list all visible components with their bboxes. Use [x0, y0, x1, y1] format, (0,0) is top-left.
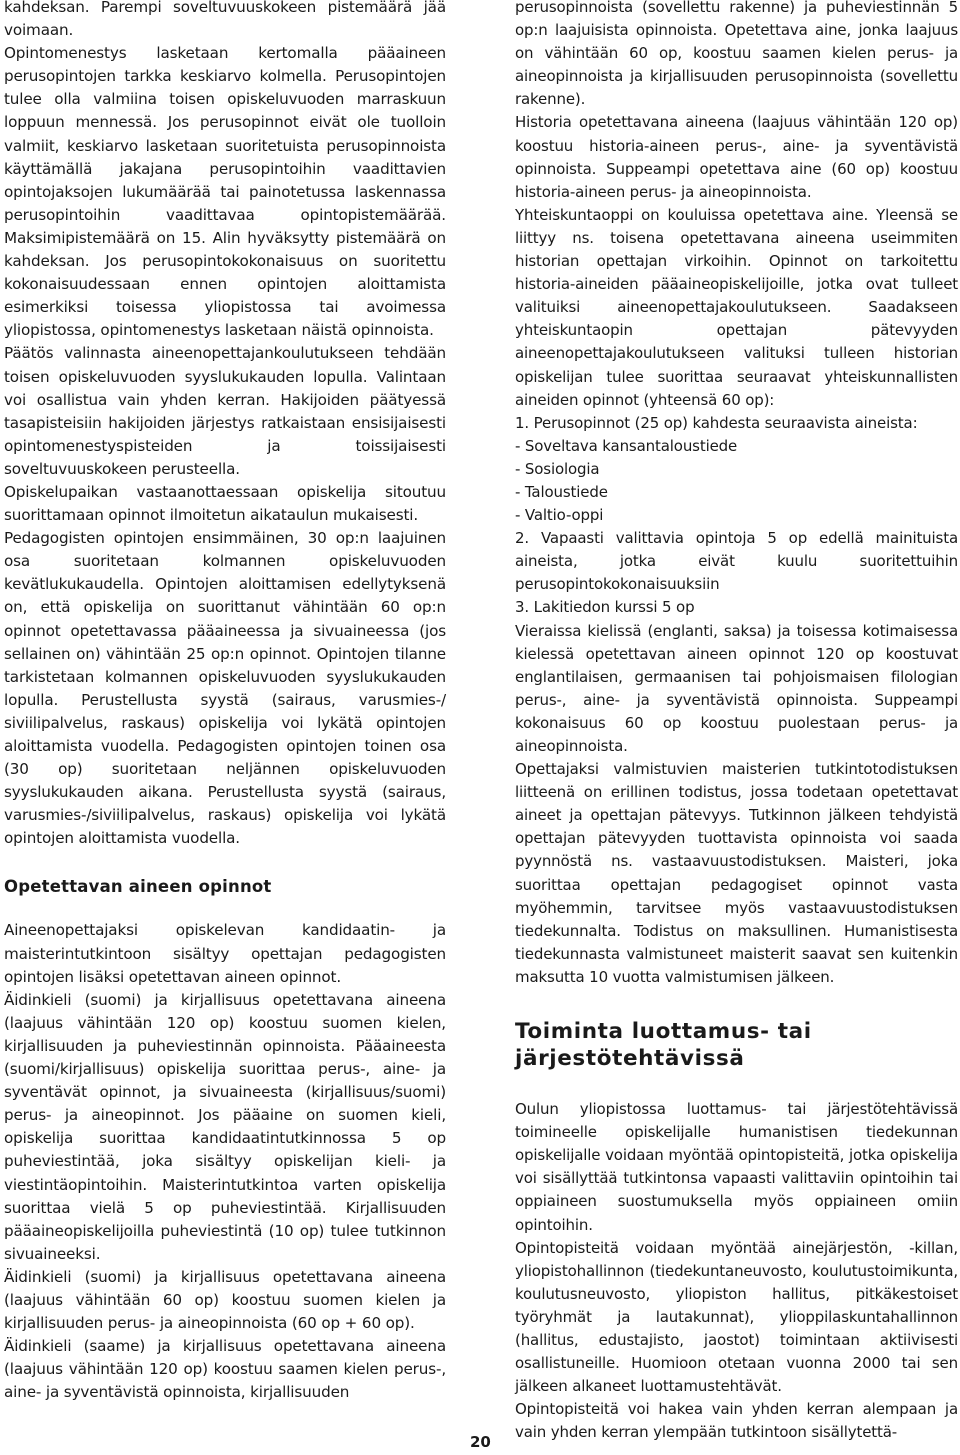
paragraph: kahdeksan. Parempi soveltuvuuskokeen pistemäärä jää voimaan.	[4, 0, 446, 40]
paragraph: 1. Perusopinnot (25 op) kahdesta seuraavista aineista:	[515, 413, 918, 432]
page-number: 20	[470, 1433, 491, 1451]
paragraph: Vieraissa kielissä (englanti, saksa) ja toisessa kotimaisessa kielessä opetettavan aineen opinnot 120 op koostuvat englantilaisen, germaanisen tai pohjoismaisen filologian perus-, aine- ja syventävistä opinnoista. Suppeampi kokonaisuus 60 op koostuu puolestaan perus- ja aineopinnoista.	[515, 621, 958, 755]
paragraph: Äidinkieli (saame) ja kirjallisuus opetettavana aineena (laajuus vähintään 120 op) koostuu saamen kielen perus-, aine- ja syventävistä opinnoista, kirjallisuuden	[4, 1337, 446, 1402]
section-heading: Opetettavan aineen opinnot	[4, 877, 272, 897]
paragraph: Historia opetettavana aineena (laajuus vähintään 120 op) koostuu historia-aineen perus-, aine- ja syventävistä opinnoista. Suppeampi opetettava aine (60 op) koostuu historia-aineen perus- ja aineopinnoista.	[515, 113, 958, 201]
left-column	[4, 0, 446, 1404]
paragraph: Opiskelupaikan vastaanottaessaan opiskelija sitoutuu suorittamaan opinnot ilmoitetun aikataulun mukaisesti.	[4, 482, 446, 525]
paragraph: Pedagogisten opintojen ensimmäinen, 30 op:n laajuinen osa suoritetaan kolmannen opiskeluvuoden kevätlukukaudella. Opintojen aloittamisen edellytyksenä on, että opiskelija on suorittanut vähintään 60 op:n opinnot opetettavassa pääaineessa ja sivuaineessa (jos sellainen on) vähintään 25 op:n opinnot. Opintojen tilanne tarkistetaan kolmannen opiskeluvuoden syyslukukauden lopulla. Perustellusta syystä (sairaus, varusmies-/ siviilipalvelus, raskaus) opiskelija voi lykätä opintojen aloittamista vuodella. Pedagogisten opintojen toinen osa (30 op) suoritetaan neljännen opiskeluvuoden syyslukukauden aikana. Perustellusta syystä (sairaus, varusmies-/siviilipalvelus, raskaus) opiskelija voi lykätä opintojen aloittamista vuodella.	[4, 529, 446, 848]
list-item: - Soveltava kansantaloustiede	[515, 436, 738, 455]
paragraph: Opintopisteitä voi hakea vain yhden kerran alempaan ja vain yhden kerran ylempään tutkintoon sisällytettä-	[515, 1400, 958, 1442]
paragraph: Opettajaksi valmistuvien maisterien tutkintotodistuksen liitteenä on erillinen todistus, jossa todetaan opetettavat aineet ja opettajan pätevyys. Tutkinnon jälkeen tehdyistä opettajan pätevyyden tuottavista opinnoista voi saada pyynnöstä ns. vastaavuustodistuksen. Maisteri, joka suorittaa opettajan pedagogiset opinnot vasta myöhemmin, tarvitsee myös vastaavuustodistuksen tiedekunnalta. Todistus on maksullinen. Humanistisesta tiedekunnasta valmistuneet maisterit saavat sen kuitenkin maksutta 10 vuotta valmistumisen jälkeen.	[515, 760, 958, 986]
paragraph: perusopinnoista (sovellettu rakenne) ja puheviestinnän 5 op:n laajuisista opinnoista. Opetettava aine, jonka laajuus on vähintään 60 op, koostuu saamen kielen perus- ja aineopinnoista ja kirjallisuuden perusopinnoista (sovellettu rakenne).	[515, 0, 958, 109]
paragraph: Äidinkieli (suomi) ja kirjallisuus opetettavana aineena (laajuus vähintään 120 op) koostuu suomen kielen, kirjallisuuden ja puheviestinnän opinnoista. Pääaineesta (suomi/kirjallisuus) opiskelija suorittaa perus-, aine- ja syventävät opinnot, ja sivuaineesta (kirjallisuus/suomi) perus- ja aineopinnot. Jos pääaine on suomen kieli, opiskelija suorittaa kandidaatintutkinnossa 5 op puheviestintää, joka sisältyy opiskelijan kieli- ja viestintäopintoihin. Maisterintutkintoa varten opiskelija suorittaa vielä 5 op puheviestintää. Kirjallisuuden pääaineopiskelijoilla puheviestintä (10 op) tulee tutkinnon sivuaineeksi.	[4, 990, 446, 1263]
paragraph: 3. Lakitiedon kurssi 5 op	[515, 598, 695, 617]
paragraph: Aineenopettajaksi opiskelevan kandidaatin- ja maisterintutkintoon sisältyy opettajan pedagogisten opintojen lisäksi opetettavan aineen opinnot.	[4, 921, 446, 986]
section-heading: Toiminta luottamus- tai järjestötehtävissä	[515, 1019, 812, 1072]
list-item: - Valtio-oppi	[515, 506, 604, 525]
list-item: - Sosiologia	[515, 459, 600, 478]
list-item: - Taloustiede	[515, 482, 608, 501]
paragraph: Oulun yliopistossa luottamus- tai järjestötehtävissä toimineelle opiskelijalle humanistisen tiedekunnan opiskelijalle voidaan myöntää opintopisteitä, jotka opiskelija voi sisällyttää tutkintonsa vapaasti valittaviin opintoihin tai oppiaineen suostumuksella myös oppiaineen omiin opintoihin.	[515, 1100, 958, 1234]
paragraph: Äidinkieli (suomi) ja kirjallisuus opetettavana aineena (laajuus vähintään 60 op) koostuu suomen kielen ja kirjallisuuden perus- ja aineopinnoista (60 op + 60 op).	[4, 1267, 446, 1333]
paragraph: Yhteiskuntaoppi on kouluissa opetettava aine. Yleensä se liittyy ns. toisena opetettavana aineena useimmiten historian opettajan virkoihin. Opinnot on tarkoitettu historia-aineiden pääaineopiskelijoille, jotka ovat tulleet valituiksi aineenopettajakoulutukseen. Saadakseen yhteiskuntaopin opettajan pätevyyden aineenopettajakoulutukseen valituksi tulleen historian opiskelijan tulee suorittaa seuraavat yhteiskunnallisten aineiden opinnot (yhteensä 60 op):	[515, 205, 958, 409]
paragraph: Päätös valinnasta aineenopettajankoulutukseen tehdään toisen opiskeluvuoden syyslukukauden lopulla. Valintaan voi osallistua vain yhden kerran. Hakijoiden päätyessä tasapisteisiin hakijoiden järjestys ratkaistaan ensisijaisesti opintomenestyspisteiden ja toissijaisesti soveltuvuuskokeen perusteella.	[4, 344, 446, 478]
paragraph: 2. Vapaasti valittavia opintoja 5 op edellä mainituista aineista, jotka eivät kuulu suoritettuihin perusopintokokonaisuuksiin	[515, 529, 958, 594]
paragraph: Opintomenestys lasketaan kertomalla pääaineen perusopintojen tarkka keskiarvo kolmella. Perusopintojen tulee olla valmiina toisen opiskeluvuoden marraskuun loppuun mennessä. Jos perusopinnot eivät ole tuolloin valmiit, keskiarvo lasketaan suoritetuista perusopinnoista käyttämällä jakajana perusopintoihin vaadittavien opintojaksojen lukumäärää tai painotetussa laskennassa perusopintoihin vaadittavaa opintopistemäärää. Maksimipistemäärä on 15. Alin hyväksytty pistemäärä on kahdeksan. Jos perusopintokokonaisuus on suoritettu kokonaisuudessaan ennen opintojen aloittamista esimerkiksi toisessa yliopistossa tai avoimessa yliopistossa, opintomenestys lasketaan näistä opinnoista.	[4, 44, 446, 340]
right-column	[515, 0, 958, 1444]
paragraph: Opintopisteitä voidaan myöntää ainejärjestön, -killan, yliopistohallinnon (tiedekuntaneuvosto, koulutustoimikunta, koulutusneuvosto, yliopiston hallitus, pitkäkestoiset työryhmät ja lautakunnat), ylioppilaskuntahallinnon (hallitus, edustajisto, jaostot) toimintaan aktiivisesti osallistuneille. Huomioon otetaan vuonna 2000 tai sen jälkeen alkaneet luottamustehtävät.	[515, 1238, 958, 1396]
